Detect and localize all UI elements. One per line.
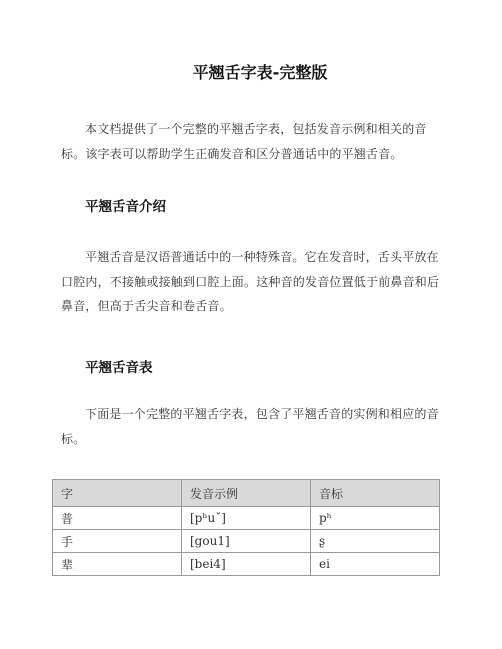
section-heading-intro: 平翘舌音介绍 [85, 199, 166, 215]
section-body-intro: 平翘舌音是汉语普通话中的一种特殊音。它在发音时，舌头平放在口腔内，不接触或接触到口腔上面。这种音的发音位置低于前鼻音和后鼻音，但高于舌尖音和卷舌音。 [61, 250, 440, 313]
table-cell-phonetic: pʰ [311, 507, 440, 530]
section-heading-table: 平翘舌音表 [85, 360, 153, 376]
table-header-phonetic: 音标 [311, 480, 440, 507]
table-cell-char: 辈 [53, 553, 182, 576]
table-cell-example: [pʰuˇ] [182, 507, 311, 530]
table-row [53, 507, 440, 530]
table-cell-phonetic: ʂ [311, 530, 440, 553]
section-body-table: 下面是一个完整的平翘舌字表，包含了平翘舌音的实例和相应的音标。 [61, 407, 439, 446]
table-cell-char: 普 [53, 507, 182, 530]
table-header-char: 字 [53, 480, 182, 507]
table-cell-example: [bei4] [182, 553, 311, 576]
table-header-example: 发音示例 [182, 480, 311, 507]
intro-paragraph: 本文档提供了一个完整的平翘舌字表，包括发音示例和相关的音标。该字表可以帮助学生正确发音和区分普通话中的平翘舌音。 [61, 122, 427, 161]
table-cell-example: [gou1] [182, 530, 311, 553]
table-cell-phonetic: ei [311, 553, 440, 576]
table-cell-char: 手 [53, 530, 182, 553]
table-header-row [53, 480, 440, 507]
document-title: 平翘舌字表-完整版 [192, 63, 328, 82]
phonetic-table [52, 479, 440, 576]
table-row [53, 553, 440, 576]
table-row [53, 530, 440, 553]
